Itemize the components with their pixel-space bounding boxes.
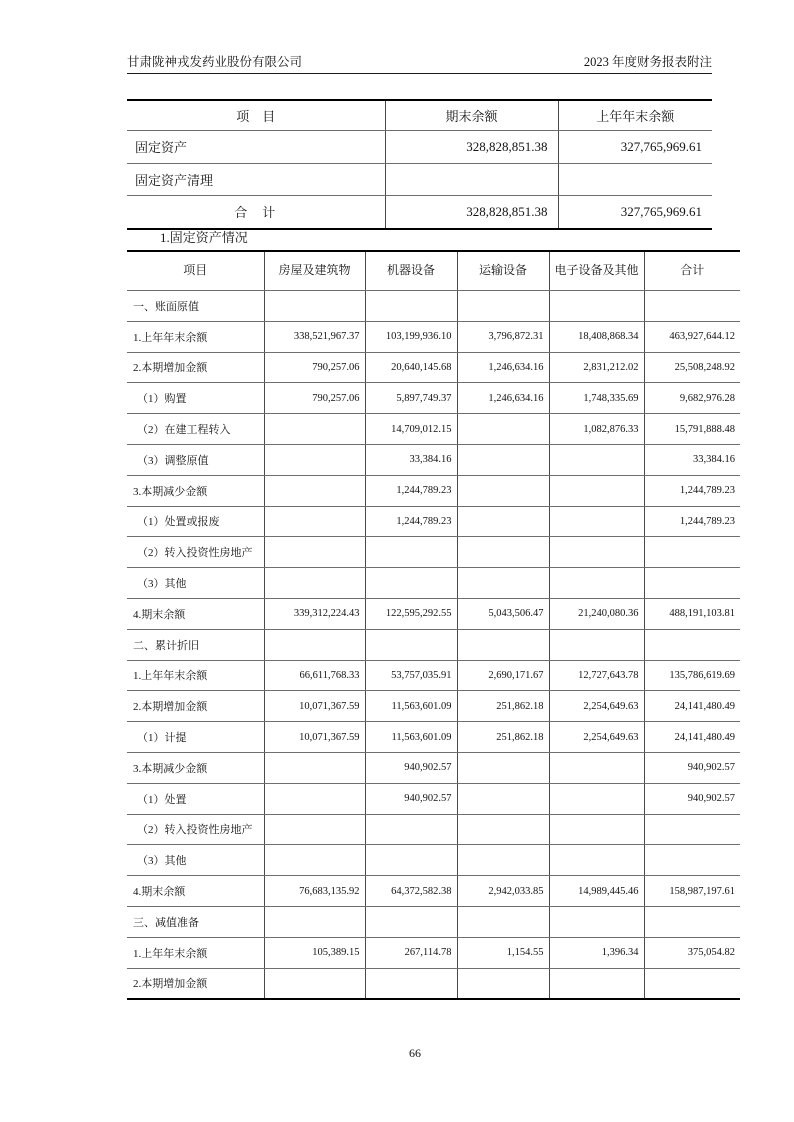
cell-value: 122,595,292.55 [365, 598, 457, 629]
cell-value [644, 814, 740, 845]
cell-value [264, 568, 365, 599]
row-label: 4.期末余额 [127, 598, 264, 629]
table-row [127, 937, 740, 968]
cell-value [264, 506, 365, 537]
cell-value [264, 537, 365, 568]
cell-value [549, 506, 644, 537]
cell-value [644, 568, 740, 599]
cell-value: 339,312,224.43 [264, 598, 365, 629]
cell-value [264, 968, 365, 999]
cell-value: 18,408,868.34 [549, 321, 644, 352]
section-title: 1.固定资产情况 [160, 230, 248, 245]
column-header: 合计 [644, 251, 740, 291]
header-divider [127, 73, 712, 74]
cell-value [457, 783, 549, 814]
table-row [127, 568, 740, 599]
row-label: （1）处置 [127, 783, 264, 814]
column-header: 机器设备 [365, 251, 457, 291]
cell-value [365, 568, 457, 599]
summary-table [127, 99, 712, 230]
cell-value [365, 814, 457, 845]
cell-value: 14,709,012.15 [365, 414, 457, 445]
row-label: 4.期末余额 [127, 876, 264, 907]
cell-value [457, 968, 549, 999]
cell-value: 21,240,080.36 [549, 598, 644, 629]
detail-table-header-row [127, 251, 740, 291]
cell-value: 1,082,876.33 [549, 414, 644, 445]
cell-value: 1,246,634.16 [457, 383, 549, 414]
cell-value: 24,141,480.49 [644, 691, 740, 722]
table-row [127, 876, 740, 907]
cell-value: 33,384.16 [644, 444, 740, 475]
cell-value [549, 629, 644, 660]
cell-value [457, 906, 549, 937]
cell-value: 5,897,749.37 [365, 383, 457, 414]
cell-value [644, 537, 740, 568]
table-row [127, 845, 740, 876]
table-row [127, 444, 740, 475]
cell-value [457, 629, 549, 660]
cell-value [385, 163, 558, 196]
cell-value: 328,828,851.38 [385, 196, 558, 229]
table-row [127, 475, 740, 506]
cell-value [457, 568, 549, 599]
cell-value: 940,902.57 [644, 752, 740, 783]
table-row [127, 814, 740, 845]
report-title: 2023 年度财务报表附注 [583, 55, 712, 69]
table-row [127, 906, 740, 937]
cell-value [457, 845, 549, 876]
cell-value [264, 814, 365, 845]
row-label: （1）计提 [127, 722, 264, 753]
table-row [127, 506, 740, 537]
cell-value [264, 291, 365, 322]
table-row [127, 752, 740, 783]
cell-value: 24,141,480.49 [644, 722, 740, 753]
cell-value [264, 414, 365, 445]
cell-value: 790,257.06 [264, 352, 365, 383]
cell-value [264, 475, 365, 506]
cell-value: 2,690,171.67 [457, 660, 549, 691]
column-header: 电子设备及其他 [549, 251, 644, 291]
cell-value: 1,244,789.23 [365, 506, 457, 537]
row-label: 合 计 [234, 205, 277, 221]
cell-value: 64,372,582.38 [365, 876, 457, 907]
cell-value [644, 291, 740, 322]
cell-value: 105,389.15 [264, 937, 365, 968]
cell-value [644, 968, 740, 999]
column-header: 上年年末余额 [558, 100, 712, 131]
row-label: 三、减值准备 [127, 906, 264, 937]
cell-value [549, 906, 644, 937]
row-label: 2.本期增加金额 [133, 978, 208, 991]
cell-value [644, 906, 740, 937]
row-label: （1）购置 [127, 383, 264, 414]
cell-value: 251,862.18 [457, 691, 549, 722]
cell-value: 25,508,248.92 [644, 352, 740, 383]
cell-value [457, 475, 549, 506]
cell-value: 103,199,936.10 [365, 321, 457, 352]
cell-value: 375,054.82 [644, 937, 740, 968]
cell-value: 251,862.18 [457, 722, 549, 753]
cell-value: 158,987,197.61 [644, 876, 740, 907]
cell-value [549, 568, 644, 599]
running-header [127, 54, 712, 70]
cell-value: 1,244,789.23 [644, 475, 740, 506]
summary-table-header-row [127, 100, 712, 131]
row-label: 2.本期增加金额 [127, 352, 264, 383]
cell-value: 940,902.57 [365, 783, 457, 814]
table-row [127, 163, 712, 196]
cell-value: 940,902.57 [644, 783, 740, 814]
cell-value [365, 845, 457, 876]
cell-value: 463,927,644.12 [644, 321, 740, 352]
row-label: 3.本期减少金额 [127, 475, 264, 506]
cell-value: 66,611,768.33 [264, 660, 365, 691]
cell-value: 1,246,634.16 [457, 352, 549, 383]
cell-value: 53,757,035.91 [365, 660, 457, 691]
cell-value [549, 845, 644, 876]
column-header: 项 目 [127, 100, 385, 131]
cell-value: 10,071,367.59 [264, 691, 365, 722]
row-label: 2.本期增加金额 [127, 691, 264, 722]
cell-value: 9,682,976.28 [644, 383, 740, 414]
cell-value: 2,254,649.63 [549, 722, 644, 753]
cell-value: 11,563,601.09 [365, 722, 457, 753]
cell-value [549, 537, 644, 568]
cell-value [457, 537, 549, 568]
table-row [127, 196, 712, 229]
cell-value: 790,257.06 [264, 383, 365, 414]
row-label: 一、账面原值 [127, 291, 264, 322]
cell-value [549, 291, 644, 322]
cell-value: 338,521,967.37 [264, 321, 365, 352]
table-row [127, 537, 740, 568]
company-name: 甘肃陇神戎发药业股份有限公司 [127, 55, 303, 69]
cell-value [457, 444, 549, 475]
cell-value: 135,786,619.69 [644, 660, 740, 691]
row-label: （1）处置或报废 [127, 506, 264, 537]
row-label: （2）在建工程转入 [127, 414, 264, 445]
row-label: 1.上年年末余额 [127, 321, 264, 352]
cell-value: 327,765,969.61 [558, 131, 712, 164]
cell-value [549, 968, 644, 999]
column-header: 运输设备 [457, 251, 549, 291]
cell-value: 10,071,367.59 [264, 722, 365, 753]
cell-value [549, 475, 644, 506]
table-row [127, 783, 740, 814]
cell-value [365, 291, 457, 322]
cell-value [365, 906, 457, 937]
table-row [127, 629, 740, 660]
cell-value: 1,396.34 [549, 937, 644, 968]
cell-value [457, 752, 549, 783]
cell-value [549, 814, 644, 845]
table-row [127, 131, 712, 164]
table-row [127, 414, 740, 445]
cell-value: 20,640,145.68 [365, 352, 457, 383]
cell-value: 488,191,103.81 [644, 598, 740, 629]
row-label: （2）转入投资性房地产 [127, 537, 264, 568]
cell-value: 5,043,506.47 [457, 598, 549, 629]
cell-value [549, 783, 644, 814]
fixed-assets-detail-table [127, 250, 740, 1000]
cell-value [365, 968, 457, 999]
cell-value [264, 783, 365, 814]
cell-value: 267,114.78 [365, 937, 457, 968]
table-row [127, 722, 740, 753]
table-row [127, 598, 740, 629]
cell-value [457, 291, 549, 322]
cell-value: 2,831,212.02 [549, 352, 644, 383]
cell-value: 2,254,649.63 [549, 691, 644, 722]
row-label: 二、累计折旧 [127, 629, 264, 660]
row-label: 固定资产清理 [127, 163, 385, 196]
cell-value: 327,765,969.61 [558, 196, 712, 229]
cell-value [558, 163, 712, 196]
cell-value: 12,727,643.78 [549, 660, 644, 691]
cell-value [264, 752, 365, 783]
row-label: （3）调整原值 [127, 444, 264, 475]
cell-value: 33,384.16 [365, 444, 457, 475]
cell-value: 1,244,789.23 [644, 506, 740, 537]
cell-value [264, 629, 365, 660]
table-row [127, 321, 740, 352]
table-row [127, 383, 740, 414]
cell-value: 1,748,335.69 [549, 383, 644, 414]
cell-value [457, 414, 549, 445]
cell-value: 2,942,033.85 [457, 876, 549, 907]
cell-value: 3,796,872.31 [457, 321, 549, 352]
column-header: 项目 [127, 251, 264, 291]
table-row [127, 691, 740, 722]
page-number: 66 [409, 1046, 421, 1060]
table-row [127, 352, 740, 383]
cell-value [264, 906, 365, 937]
cell-value: 1,154.55 [457, 937, 549, 968]
cell-value [644, 629, 740, 660]
cell-value [457, 506, 549, 537]
cell-value [365, 537, 457, 568]
column-header: 期末余额 [385, 100, 558, 131]
row-label: （3）其他 [127, 568, 264, 599]
cell-value [549, 752, 644, 783]
cell-value: 76,683,135.92 [264, 876, 365, 907]
row-label: 1.上年年末余额 [127, 660, 264, 691]
cell-value: 328,828,851.38 [385, 131, 558, 164]
cell-value [549, 444, 644, 475]
cell-value: 14,989,445.46 [549, 876, 644, 907]
column-header: 房屋及建筑物 [264, 251, 365, 291]
table-row [127, 660, 740, 691]
cell-value [457, 814, 549, 845]
row-label: 3.本期减少金额 [127, 752, 264, 783]
table-row [127, 291, 740, 322]
cell-value: 1,244,789.23 [365, 475, 457, 506]
cell-value [264, 845, 365, 876]
cell-value: 11,563,601.09 [365, 691, 457, 722]
cell-value [365, 629, 457, 660]
table-row [127, 968, 740, 999]
cell-value: 15,791,888.48 [644, 414, 740, 445]
row-label: （3）其他 [127, 845, 264, 876]
row-label: （2）转入投资性房地产 [127, 814, 264, 845]
cell-value [264, 444, 365, 475]
row-label: 1.上年年末余额 [127, 937, 264, 968]
cell-value: 940,902.57 [365, 752, 457, 783]
cell-value [644, 845, 740, 876]
row-label: 固定资产 [127, 131, 385, 164]
